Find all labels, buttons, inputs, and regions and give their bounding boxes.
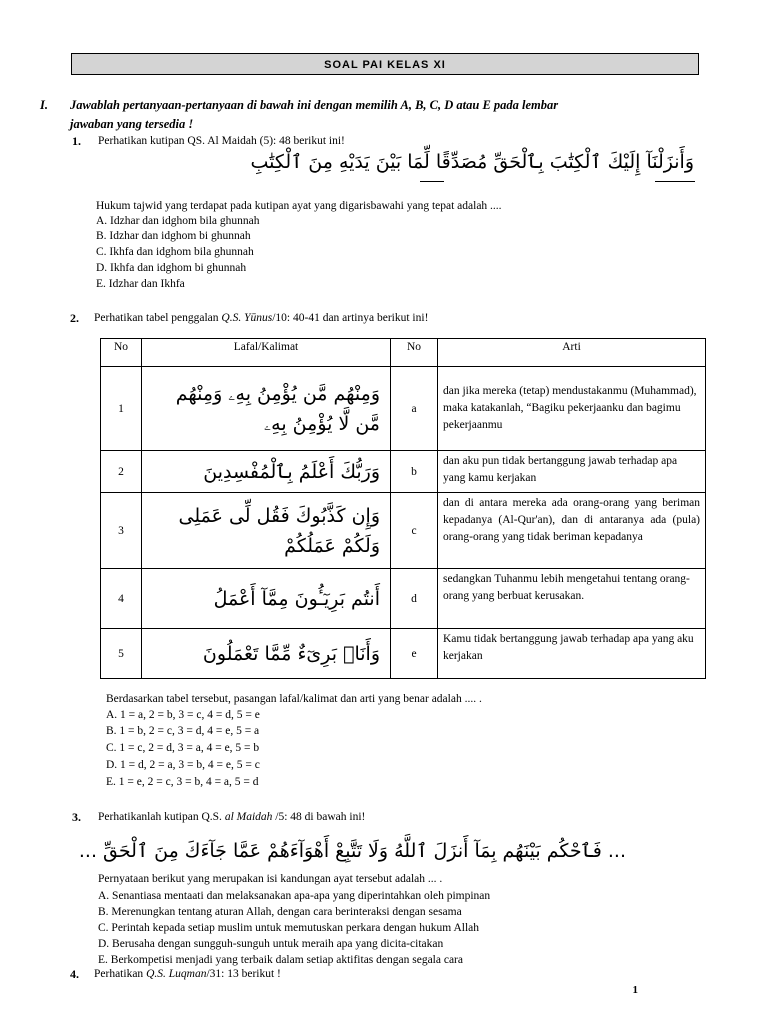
question-1-prompt: Perhatikan kutipan QS. Al Maidah (5): 48 berikut ini! bbox=[98, 135, 345, 147]
row-number: 4 bbox=[101, 569, 142, 629]
question-2-option-d: D. 1 = d, 2 = a, 3 = b, 4 = e, 5 = c bbox=[106, 759, 260, 771]
question-3-option-a: A. Senantiasa mentaati dan melaksanakan apa-apa yang diperintahkan oleh pimpinan bbox=[98, 890, 491, 902]
row-arabic: وَإِن كَذَّبُوكَ فَقُل لِّى عَمَلِى وَلَكُمْ عَمَلُكُمْ bbox=[142, 493, 391, 569]
row-number: 1 bbox=[101, 367, 142, 451]
underline-mark bbox=[655, 181, 695, 182]
question-3-option-b: B. Merenungkan tentang aturan Allah, dengan cara berinteraksi dengan sesama bbox=[98, 906, 462, 918]
question-1-option-b: B. Idzhar dan idghom bi ghunnah bbox=[96, 230, 251, 242]
page-number: 1 bbox=[632, 984, 638, 996]
row-arti: dan jika mereka (tetap) mendustakanmu (Muhammad), maka katakanlah, “Bagiku pekerjaanku dan bagimu pekerjaanmu bbox=[438, 367, 706, 451]
question-2-number: 2. bbox=[70, 311, 79, 325]
question-1-option-c: C. Ikhfa dan idghom bila ghunnah bbox=[96, 246, 254, 258]
table-row bbox=[101, 629, 706, 679]
row-arti: dan aku pun tidak bertanggung jawab terhadap apa yang kamu kerjakan bbox=[438, 451, 706, 493]
question-1-arabic: وَأَنزَلْنَآ إِلَيْكَ ٱلْكِتَٰبَ بِٱلْحَقِّ مُصَدِّقًا لِّمَا بَيْنَ يَدَيْهِ مِنَ ٱلْكِتَٰبِ bbox=[250, 151, 694, 173]
row-letter: e bbox=[391, 629, 438, 679]
table-row bbox=[101, 367, 706, 451]
row-letter: d bbox=[391, 569, 438, 629]
row-arti: dan di antara mereka ada orang-orang yang beriman kepadanya (Al-Qur'an), dan di antaranya ada (pula) orang-orang yang tidak beriman kepadanya bbox=[438, 493, 706, 569]
header-lafal: Lafal/Kalimat bbox=[142, 339, 391, 367]
question-2-text: Berdasarkan tabel tersebut, pasangan lafal/kalimat dan arti yang benar adalah .... . bbox=[106, 693, 482, 705]
row-arabic: أَنتُم بَرِيٓـُٔونَ مِمَّآ أَعْمَلُ bbox=[142, 569, 391, 629]
question-1-option-e: E. Idzhar dan Ikhfa bbox=[96, 278, 185, 290]
instruction-line-1: Jawablah pertanyaan-pertanyaan di bawah ini dengan memilih A, B, C, D atau E pada lembar bbox=[70, 98, 559, 112]
question-2-option-e: E. 1 = e, 2 = c, 3 = b, 4 = a, 5 = d bbox=[106, 776, 259, 788]
underline-mark bbox=[420, 181, 444, 182]
question-1-option-d: D. Ikhfa dan idghom bi ghunnah bbox=[96, 262, 247, 274]
question-3-number: 3. bbox=[72, 810, 81, 824]
question-3-prompt: Perhatikanlah kutipan Q.S. al Maidah /5: 48 di bawah ini! bbox=[98, 811, 366, 823]
question-1-number: 1. bbox=[72, 134, 81, 148]
question-2-option-a: A. 1 = a, 2 = b, 3 = c, 4 = d, 5 = e bbox=[106, 709, 260, 721]
question-4-prompt: Perhatikan Q.S. Luqman/31: 13 berikut ! bbox=[94, 968, 281, 980]
row-arabic: وَأَنَا۠ بَرِىٓءٌ مِّمَّا تَعْمَلُونَ bbox=[142, 629, 391, 679]
question-2-prompt: Perhatikan tabel penggalan Q.S. Yūnus/10: 40-41 dan artinya berikut ini! bbox=[94, 312, 429, 324]
row-letter: a bbox=[391, 367, 438, 451]
question-1-text: Hukum tajwid yang terdapat pada kutipan ayat yang digarisbawahi yang tepat adalah .... bbox=[96, 200, 502, 212]
table-header-row bbox=[101, 339, 706, 367]
question-3-arabic: ... فَٱحْكُم بَيْنَهُم بِمَآ أَنزَلَ ٱللَّهُ وَلَا تَتَّبِعْ أَهْوَآءَهُمْ عَمَّا جَآءَكَ مِنَ ٱلْحَقِّ ... bbox=[78, 840, 626, 862]
question-4-number: 4. bbox=[70, 967, 79, 981]
table-row bbox=[101, 569, 706, 629]
section-number: I. bbox=[40, 98, 48, 112]
header-no-arti: No bbox=[391, 339, 438, 367]
row-arabic: وَرَبُّكَ أَعْلَمُ بِٱلْمُفْسِدِينَ bbox=[142, 451, 391, 493]
question-3-option-c: C. Perintah kepada setiap muslim untuk memutuskan perkara dengan hukum Allah bbox=[98, 922, 480, 934]
question-2-option-b: B. 1 = b, 2 = c, 3 = d, 4 = e, 5 = a bbox=[106, 725, 260, 737]
question-3-option-d: D. Berusaha dengan sungguh-sunguh untuk meraih apa yang dicita-citakan bbox=[98, 938, 444, 950]
question-3-text: Pernyataan berikut yang merupakan isi kandungan ayat tersebut adalah ... . bbox=[98, 873, 443, 885]
header-arti: Arti bbox=[438, 339, 706, 367]
row-arabic: وَمِنْهُم مَّن يُؤْمِنُ بِهِۦ وَمِنْهُم مَّن لَّا يُؤْمِنُ بِهِۦ bbox=[142, 367, 391, 451]
question-3-option-e: E. Berkompetisi menjadi yang terbaik dalam setiap aktifitas dengan segala cara bbox=[98, 954, 463, 966]
row-letter: c bbox=[391, 493, 438, 569]
row-number: 2 bbox=[101, 451, 142, 493]
row-letter: b bbox=[391, 451, 438, 493]
row-number: 3 bbox=[101, 493, 142, 569]
row-number: 5 bbox=[101, 629, 142, 679]
header-no: No bbox=[101, 339, 142, 367]
row-arti: sedangkan Tuhanmu lebih mengetahui tentang orang-orang yang berbuat kerusakan. bbox=[438, 569, 706, 629]
instruction-line-2: jawaban yang tersedia ! bbox=[70, 117, 194, 131]
table-row bbox=[101, 493, 706, 569]
question-2-option-c: C. 1 = c, 2 = d, 3 = a, 4 = e, 5 = b bbox=[106, 742, 260, 754]
question-1-option-a: A. Idzhar dan idghom bila ghunnah bbox=[96, 215, 260, 227]
lafal-table bbox=[100, 338, 706, 679]
page-title: SOAL PAI KELAS XI bbox=[71, 53, 699, 75]
table-row bbox=[101, 451, 706, 493]
row-arti: Kamu tidak bertanggung jawab terhadap apa yang aku kerjakan bbox=[438, 629, 706, 679]
